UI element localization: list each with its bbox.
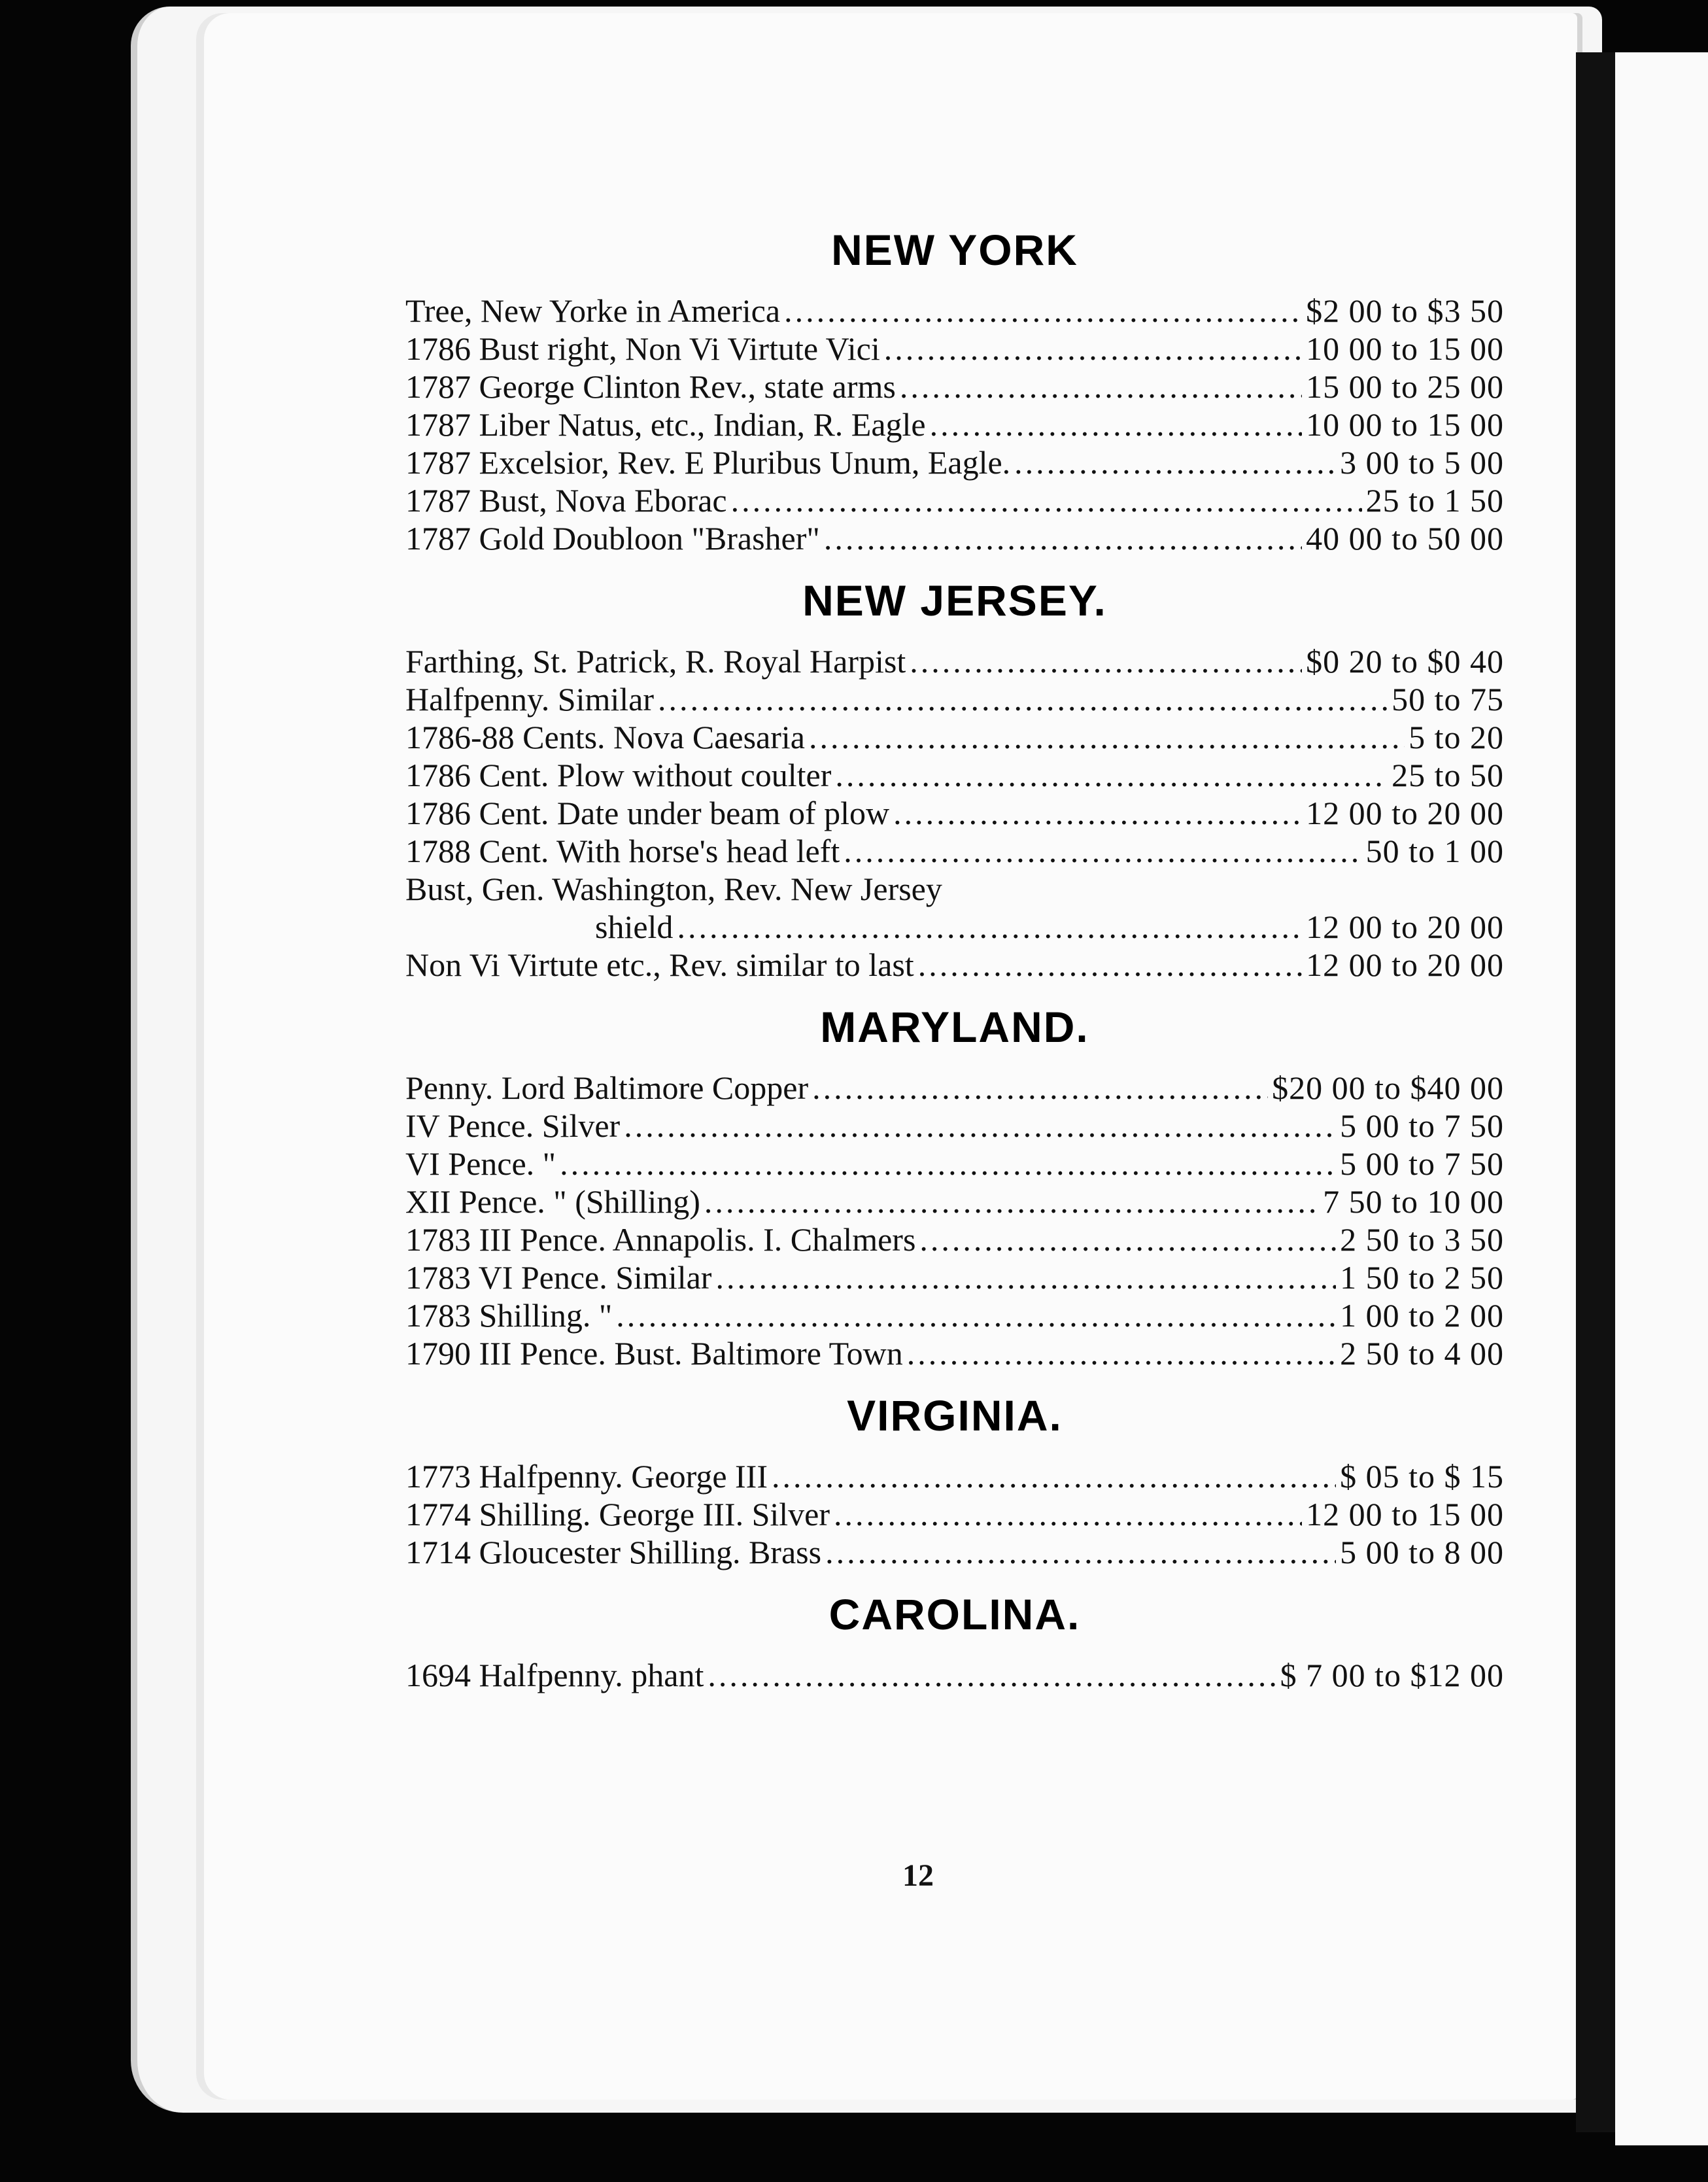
dot-leader bbox=[918, 946, 1302, 984]
item-price: 5 00 to 7 50 bbox=[1340, 1107, 1504, 1144]
item-price: 5 00 to 8 00 bbox=[1340, 1534, 1504, 1570]
dot-leader bbox=[893, 794, 1302, 832]
item-price: 10 00 to 15 00 bbox=[1306, 330, 1504, 367]
item-description: Penny. Lord Baltimore Copper bbox=[405, 1069, 809, 1106]
section-title: CAROLINA. bbox=[828, 1590, 1081, 1638]
list-item bbox=[405, 1334, 1504, 1372]
item-description: 1783 VI Pence. Similar bbox=[405, 1259, 712, 1296]
item-description: 1786 Bust right, Non Vi Virtute Vici bbox=[405, 330, 880, 367]
item-description: Bust, Gen. Washington, Rev. New Jersey bbox=[405, 871, 942, 907]
item-description: Non Vi Virtute etc., Rev. similar to last bbox=[405, 946, 914, 983]
item-price: 12 00 to 20 00 bbox=[1306, 946, 1504, 983]
list-item bbox=[405, 1495, 1504, 1533]
price-list bbox=[405, 216, 1504, 1712]
list-item bbox=[405, 443, 1504, 481]
item-description: Farthing, St. Patrick, R. Royal Harpist bbox=[405, 643, 906, 680]
list-item bbox=[405, 794, 1504, 832]
item-price: 5 to 20 bbox=[1409, 719, 1504, 755]
dot-leader bbox=[812, 1069, 1268, 1107]
item-description: 1786 Cent. Plow without coulter bbox=[405, 757, 832, 793]
item-description: 1788 Cent. With horse's head left bbox=[405, 833, 840, 869]
item-description: 1787 Excelsior, Rev. E Pluribus Unum, Eagle. bbox=[405, 444, 1011, 481]
list-item bbox=[405, 832, 1504, 870]
item-description: 1786 Cent. Date under beam of plow bbox=[405, 795, 890, 831]
dot-leader bbox=[784, 292, 1302, 330]
dot-leader bbox=[704, 1183, 1319, 1221]
dot-leader bbox=[809, 718, 1405, 756]
section-carolina bbox=[405, 1589, 1504, 1694]
item-price: $0 20 to $0 40 bbox=[1306, 643, 1504, 680]
item-description: VI Pence. " bbox=[405, 1145, 556, 1182]
section-title: MARYLAND. bbox=[820, 1003, 1089, 1051]
dot-leader bbox=[560, 1145, 1336, 1183]
item-description: 1783 III Pence. Annapolis. I. Chalmers bbox=[405, 1221, 916, 1258]
item-description: Halfpenny. Similar bbox=[405, 681, 655, 718]
item-price: 12 00 to 20 00 bbox=[1306, 795, 1504, 831]
item-description: 1694 Halfpenny. phant bbox=[405, 1657, 704, 1693]
item-price: 25 to 50 bbox=[1392, 757, 1504, 793]
dot-leader bbox=[824, 519, 1302, 557]
dot-leader bbox=[772, 1457, 1336, 1495]
item-price: 1 50 to 2 50 bbox=[1340, 1259, 1504, 1296]
item-price: 5 00 to 7 50 bbox=[1340, 1145, 1504, 1182]
item-price: $20 00 to $40 00 bbox=[1272, 1069, 1504, 1106]
list-item bbox=[405, 680, 1504, 718]
item-price: 12 00 to 20 00 bbox=[1306, 909, 1504, 945]
section-maryland bbox=[405, 1002, 1504, 1372]
item-description: 1783 Shilling. " bbox=[405, 1297, 613, 1334]
item-description: shield bbox=[595, 909, 674, 945]
item-price: 15 00 to 25 00 bbox=[1306, 368, 1504, 405]
item-description: 1773 Halfpenny. George III bbox=[405, 1458, 768, 1495]
item-description: 1786-88 Cents. Nova Caesaria bbox=[405, 719, 805, 755]
section-new-york bbox=[405, 225, 1504, 557]
item-description: XII Pence. " (Shilling) bbox=[405, 1183, 700, 1220]
dot-leader bbox=[910, 642, 1302, 680]
list-item bbox=[405, 946, 1504, 984]
dot-leader bbox=[708, 1656, 1276, 1694]
item-description: 1774 Shilling. George III. Silver bbox=[405, 1496, 830, 1533]
dot-leader bbox=[907, 1334, 1336, 1372]
dot-leader bbox=[616, 1296, 1336, 1334]
item-price: $2 00 to $3 50 bbox=[1306, 292, 1504, 329]
item-price: 50 to 1 00 bbox=[1365, 833, 1504, 869]
list-item bbox=[405, 292, 1504, 330]
list-item bbox=[405, 406, 1504, 443]
dot-leader bbox=[900, 368, 1302, 406]
dot-leader bbox=[624, 1107, 1336, 1145]
dot-leader bbox=[919, 1221, 1336, 1258]
list-item bbox=[405, 1656, 1504, 1694]
list-item bbox=[405, 519, 1504, 557]
item-price: 7 50 to 10 00 bbox=[1323, 1183, 1504, 1220]
section-title: NEW JERSEY. bbox=[802, 576, 1107, 625]
list-item bbox=[405, 1107, 1504, 1145]
item-price: 2 50 to 4 00 bbox=[1340, 1335, 1504, 1372]
list-item bbox=[405, 1221, 1504, 1258]
list-item bbox=[405, 718, 1504, 756]
list-item bbox=[405, 1069, 1504, 1107]
item-price: 1 00 to 2 00 bbox=[1340, 1297, 1504, 1334]
item-description: 1787 Liber Natus, etc., Indian, R. Eagle bbox=[405, 406, 926, 443]
list-item bbox=[405, 1533, 1504, 1571]
list-item bbox=[405, 368, 1504, 406]
dot-leader bbox=[677, 908, 1302, 946]
section-title: VIRGINIA. bbox=[847, 1391, 1063, 1440]
dot-leader bbox=[825, 1533, 1336, 1571]
section-title: NEW YORK bbox=[831, 226, 1078, 274]
item-price: 3 00 to 5 00 bbox=[1340, 444, 1504, 481]
dot-leader bbox=[731, 481, 1362, 519]
item-price: $ 05 to $ 15 bbox=[1340, 1458, 1504, 1495]
page-number: 12 bbox=[902, 1858, 934, 1893]
dot-leader bbox=[658, 680, 1388, 718]
item-price: 10 00 to 15 00 bbox=[1306, 406, 1504, 443]
list-item bbox=[405, 642, 1504, 680]
item-price: $ 7 00 to $12 00 bbox=[1280, 1657, 1504, 1693]
item-price: 25 to 1 50 bbox=[1365, 482, 1504, 519]
list-item bbox=[405, 1457, 1504, 1495]
item-description: 1787 Bust, Nova Eborac bbox=[405, 482, 727, 519]
section-new-jersey bbox=[405, 576, 1504, 984]
list-item bbox=[405, 1145, 1504, 1183]
dot-leader bbox=[1014, 443, 1336, 481]
item-description: 1787 Gold Doubloon "Brasher" bbox=[405, 520, 820, 557]
list-item bbox=[405, 756, 1504, 794]
item-price: 50 to 75 bbox=[1392, 681, 1504, 718]
dot-leader bbox=[835, 756, 1388, 794]
list-item bbox=[405, 870, 1504, 908]
item-description: 1790 III Pence. Bust. Baltimore Town bbox=[405, 1335, 903, 1372]
list-item bbox=[405, 908, 1504, 946]
dot-leader bbox=[884, 330, 1302, 368]
page-gutter-shadow bbox=[1576, 52, 1615, 2132]
item-description: 1787 George Clinton Rev., state arms bbox=[405, 368, 896, 405]
facing-page-edge bbox=[1615, 52, 1708, 2145]
dot-leader bbox=[930, 406, 1302, 443]
print-smudge bbox=[687, 1779, 745, 1838]
item-description: 1714 Gloucester Shilling. Brass bbox=[405, 1534, 822, 1570]
list-item bbox=[405, 481, 1504, 519]
dot-leader bbox=[715, 1258, 1336, 1296]
item-description: IV Pence. Silver bbox=[405, 1107, 621, 1144]
item-price: 2 50 to 3 50 bbox=[1340, 1221, 1504, 1258]
section-virginia bbox=[405, 1391, 1504, 1571]
item-price: 12 00 to 15 00 bbox=[1306, 1496, 1504, 1533]
item-description: Tree, New Yorke in America bbox=[405, 292, 781, 329]
dot-leader bbox=[834, 1495, 1302, 1533]
item-price: 40 00 to 50 00 bbox=[1306, 520, 1504, 557]
list-item bbox=[405, 1183, 1504, 1221]
list-item bbox=[405, 1296, 1504, 1334]
list-item bbox=[405, 1258, 1504, 1296]
dot-leader bbox=[844, 832, 1361, 870]
list-item bbox=[405, 330, 1504, 368]
